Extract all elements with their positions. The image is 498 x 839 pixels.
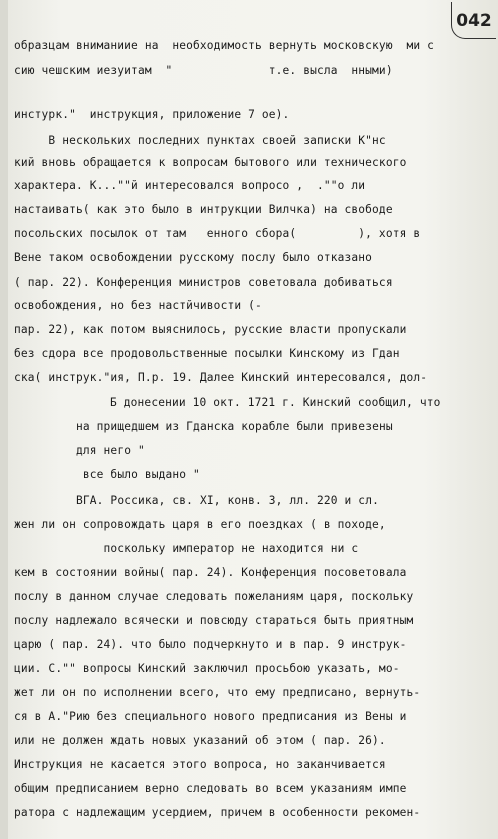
text-line: жен ли он сопровождать царя в его поездках ( в походе, — [14, 518, 386, 531]
footnote-reference: ВГА. Россика, св. XI, конв. 3, лл. 220 и сл. — [76, 494, 379, 507]
text-line: послу надлежало всячески и повсюду стараться быть приятным — [14, 614, 414, 627]
text-line: или не должен ждать новых указаний об этом ( пар. 26). — [14, 734, 386, 747]
text-line: поскольку император не находится ни с — [14, 542, 359, 555]
text-line: инстурк." инструкция, приложение 7 ое). — [14, 108, 290, 121]
text-line: кий вновь обращается к вопросам бытового или технического — [14, 156, 407, 169]
page-edge — [0, 0, 8, 839]
text-line: общим предписанием верно следовать во всем указаниям импе — [14, 782, 407, 795]
text-line: кем в состоянии войны( пар. 24). Конференция посоветовала — [14, 566, 407, 579]
text-line: В нескольких последних пунктах своей записки К"нс — [14, 134, 386, 147]
text-line: посольских посылок от там енного сбора( ), хотя в — [14, 227, 421, 240]
text-line: ся в А."Рию без специального нового предписания из Вены и — [14, 710, 407, 723]
footnote-line: для него " — [76, 444, 145, 457]
text-line: послу в данном случае следовать пожеланиям царя, поскольку — [14, 590, 414, 603]
text-line: ратора с надлежащим усердием, причем в особенности рекомен- — [14, 806, 421, 819]
text-line: без сдора все продовольственные посылки Кинскому из Гдан — [14, 347, 400, 360]
text-line: характера. К...""й интересовался вопросо , .""о ли — [14, 179, 366, 192]
text-line: Инструкция не касается этого вопроса, но заканчивается — [14, 758, 386, 771]
text-line: ( пар. 22). Конференция министров советовала добиваться — [14, 276, 393, 289]
text-line: настаивать( как это было в интрукции Вилчка) на свободе — [14, 203, 393, 216]
footnote-line: все было выдано " — [76, 468, 200, 481]
text-line: сию чешским иезуитам " т.е. высла нными) — [14, 64, 393, 77]
text-line: пар. 22), как потом выяснилось, русские власти пропускали — [14, 323, 407, 336]
text-line: ции. С."" вопросы Кинский заключил просьбою указать, мо- — [14, 662, 400, 675]
text-line: освобождения, но без настйчивости (- — [14, 299, 262, 312]
folio-number: 042 — [454, 6, 494, 36]
footnote-line: Б донесении 10 окт. 1721 г. Кинский сообщил, что — [110, 396, 441, 409]
text-line: жет ли он по исполнении всего, что ему предписано, вернуть- — [14, 686, 421, 699]
text-line: Вене таком освобождении русскому послу было отказано — [14, 251, 373, 264]
text-line: царю ( пар. 24). что было подчеркнуто и в пар. 9 инструк- — [14, 638, 407, 651]
footnote-line: на прищедшем из Гданска корабле были привезены — [76, 420, 393, 433]
text-line: ска( инструк."ия, П.р. 19. Далее Кинский интересовался, дол- — [14, 371, 428, 384]
text-line: образцам вниманиие на необходимость вернуть московскую ми с — [14, 39, 435, 52]
